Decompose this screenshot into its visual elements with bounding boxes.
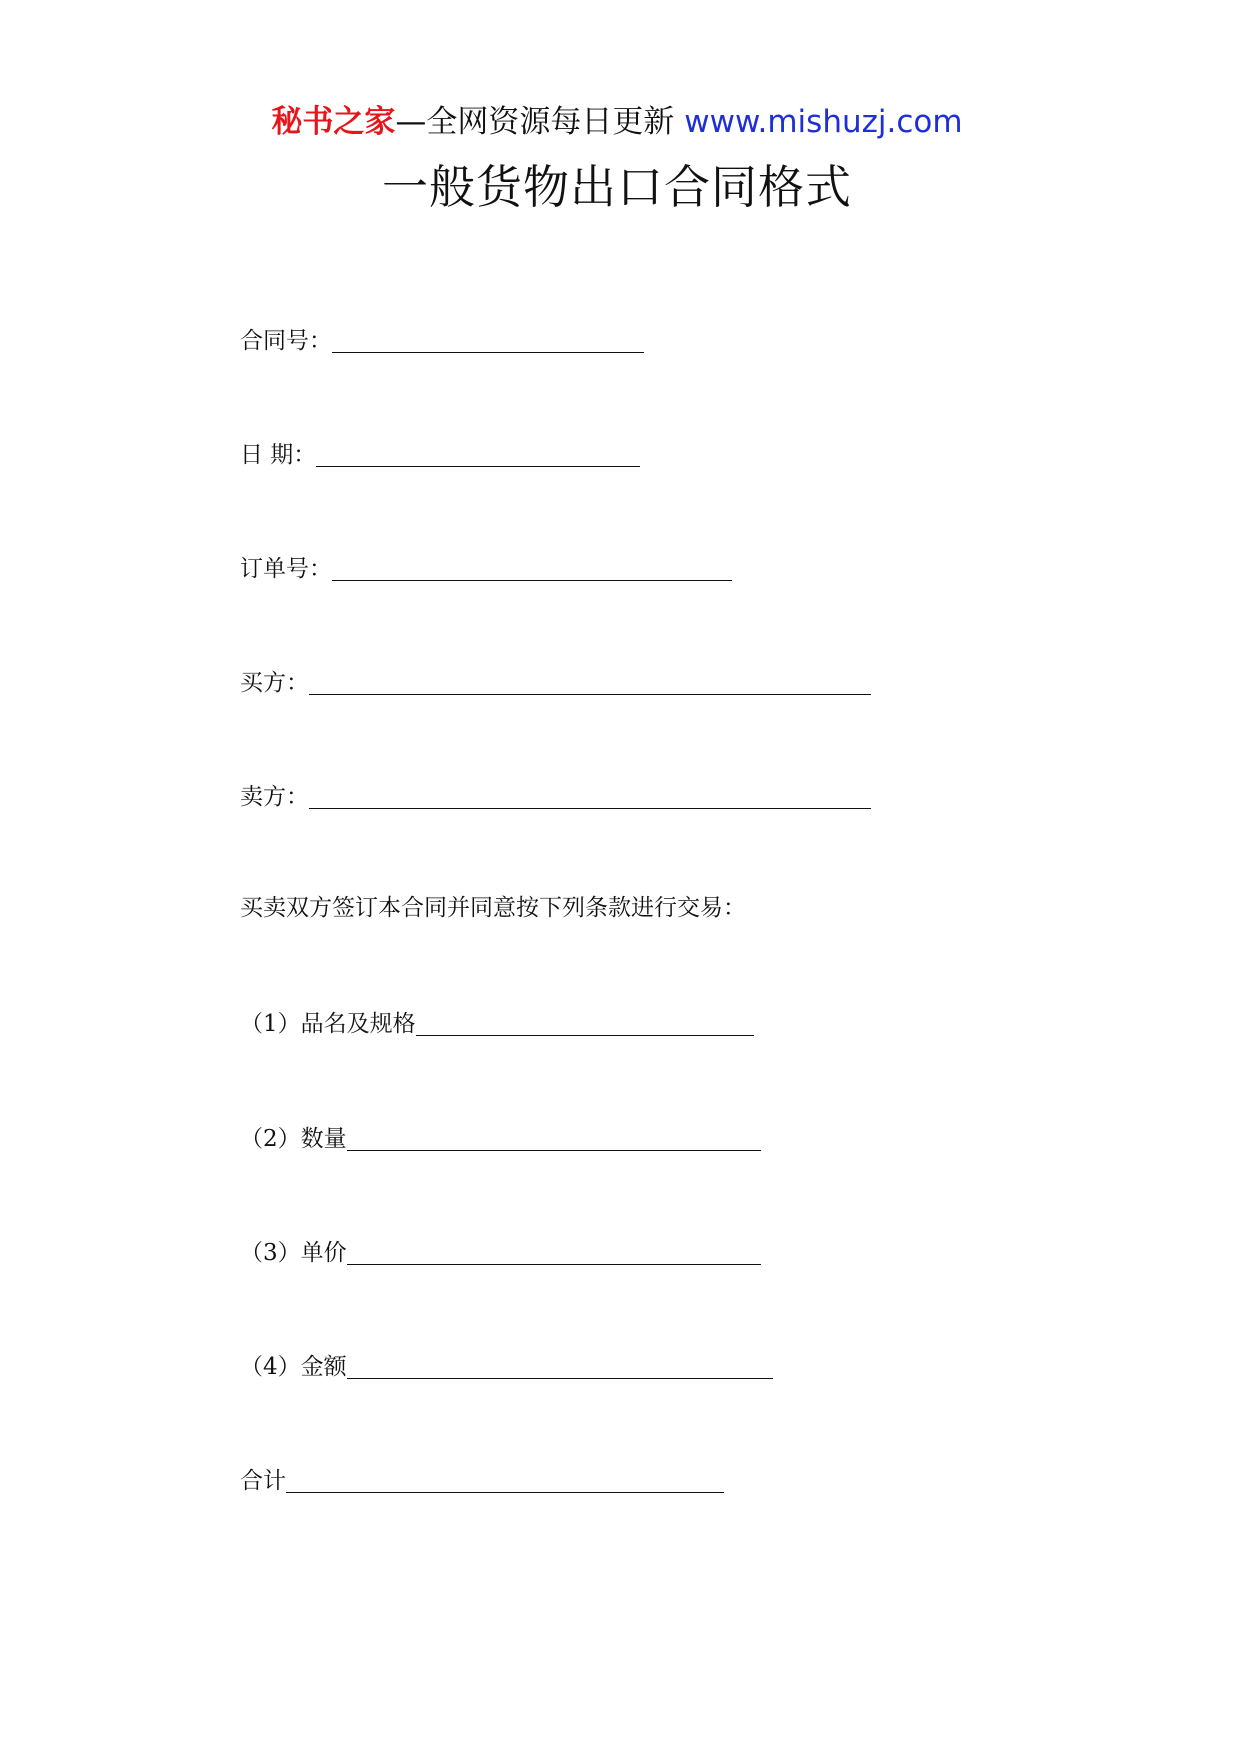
banner-slogan: —全网资源每日更新 xyxy=(395,104,675,140)
item-quantity-blank[interactable] xyxy=(347,1149,761,1151)
item-amount-label: （4）金额 xyxy=(240,1354,347,1380)
item-name-spec-label: （1）品名及规格 xyxy=(240,1011,416,1037)
seller-blank[interactable] xyxy=(309,807,871,809)
total-blank[interactable] xyxy=(286,1491,724,1493)
document-title: 一般货物出口合同格式 xyxy=(382,160,852,214)
date-label: 日 期： xyxy=(240,442,317,468)
item-amount-blank[interactable] xyxy=(347,1377,773,1379)
buyer-blank[interactable] xyxy=(309,693,871,695)
seller-field xyxy=(240,778,871,812)
total-label: 合计 xyxy=(240,1468,286,1494)
date-field xyxy=(240,436,640,470)
site-banner xyxy=(0,100,1234,144)
buyer-field xyxy=(240,664,871,698)
item-quantity-field xyxy=(240,1120,761,1154)
banner-brand: 秘书之家 xyxy=(271,104,396,140)
item-unit-price-label: （3）单价 xyxy=(240,1240,347,1266)
buyer-label: 买方： xyxy=(240,670,309,696)
item-quantity-label: （2）数量 xyxy=(240,1126,347,1152)
order-no-label: 订单号： xyxy=(240,556,332,582)
contract-no-field xyxy=(240,322,644,356)
seller-label: 卖方： xyxy=(240,784,309,810)
item-name-spec-field xyxy=(240,1005,754,1039)
order-no-field xyxy=(240,550,732,584)
item-unit-price-field xyxy=(240,1234,761,1268)
contract-no-label: 合同号： xyxy=(240,328,332,354)
date-blank[interactable] xyxy=(316,465,640,467)
contract-no-blank[interactable] xyxy=(332,351,644,353)
banner-url[interactable]: www.mishuzj.com xyxy=(684,104,963,140)
item-unit-price-blank[interactable] xyxy=(347,1263,761,1265)
order-no-blank[interactable] xyxy=(332,579,732,581)
intro-paragraph: 买卖双方签订本合同并同意按下列条款进行交易： xyxy=(240,895,746,921)
item-amount-field xyxy=(240,1348,773,1382)
total-field xyxy=(240,1462,724,1496)
item-name-spec-blank[interactable] xyxy=(416,1034,754,1036)
